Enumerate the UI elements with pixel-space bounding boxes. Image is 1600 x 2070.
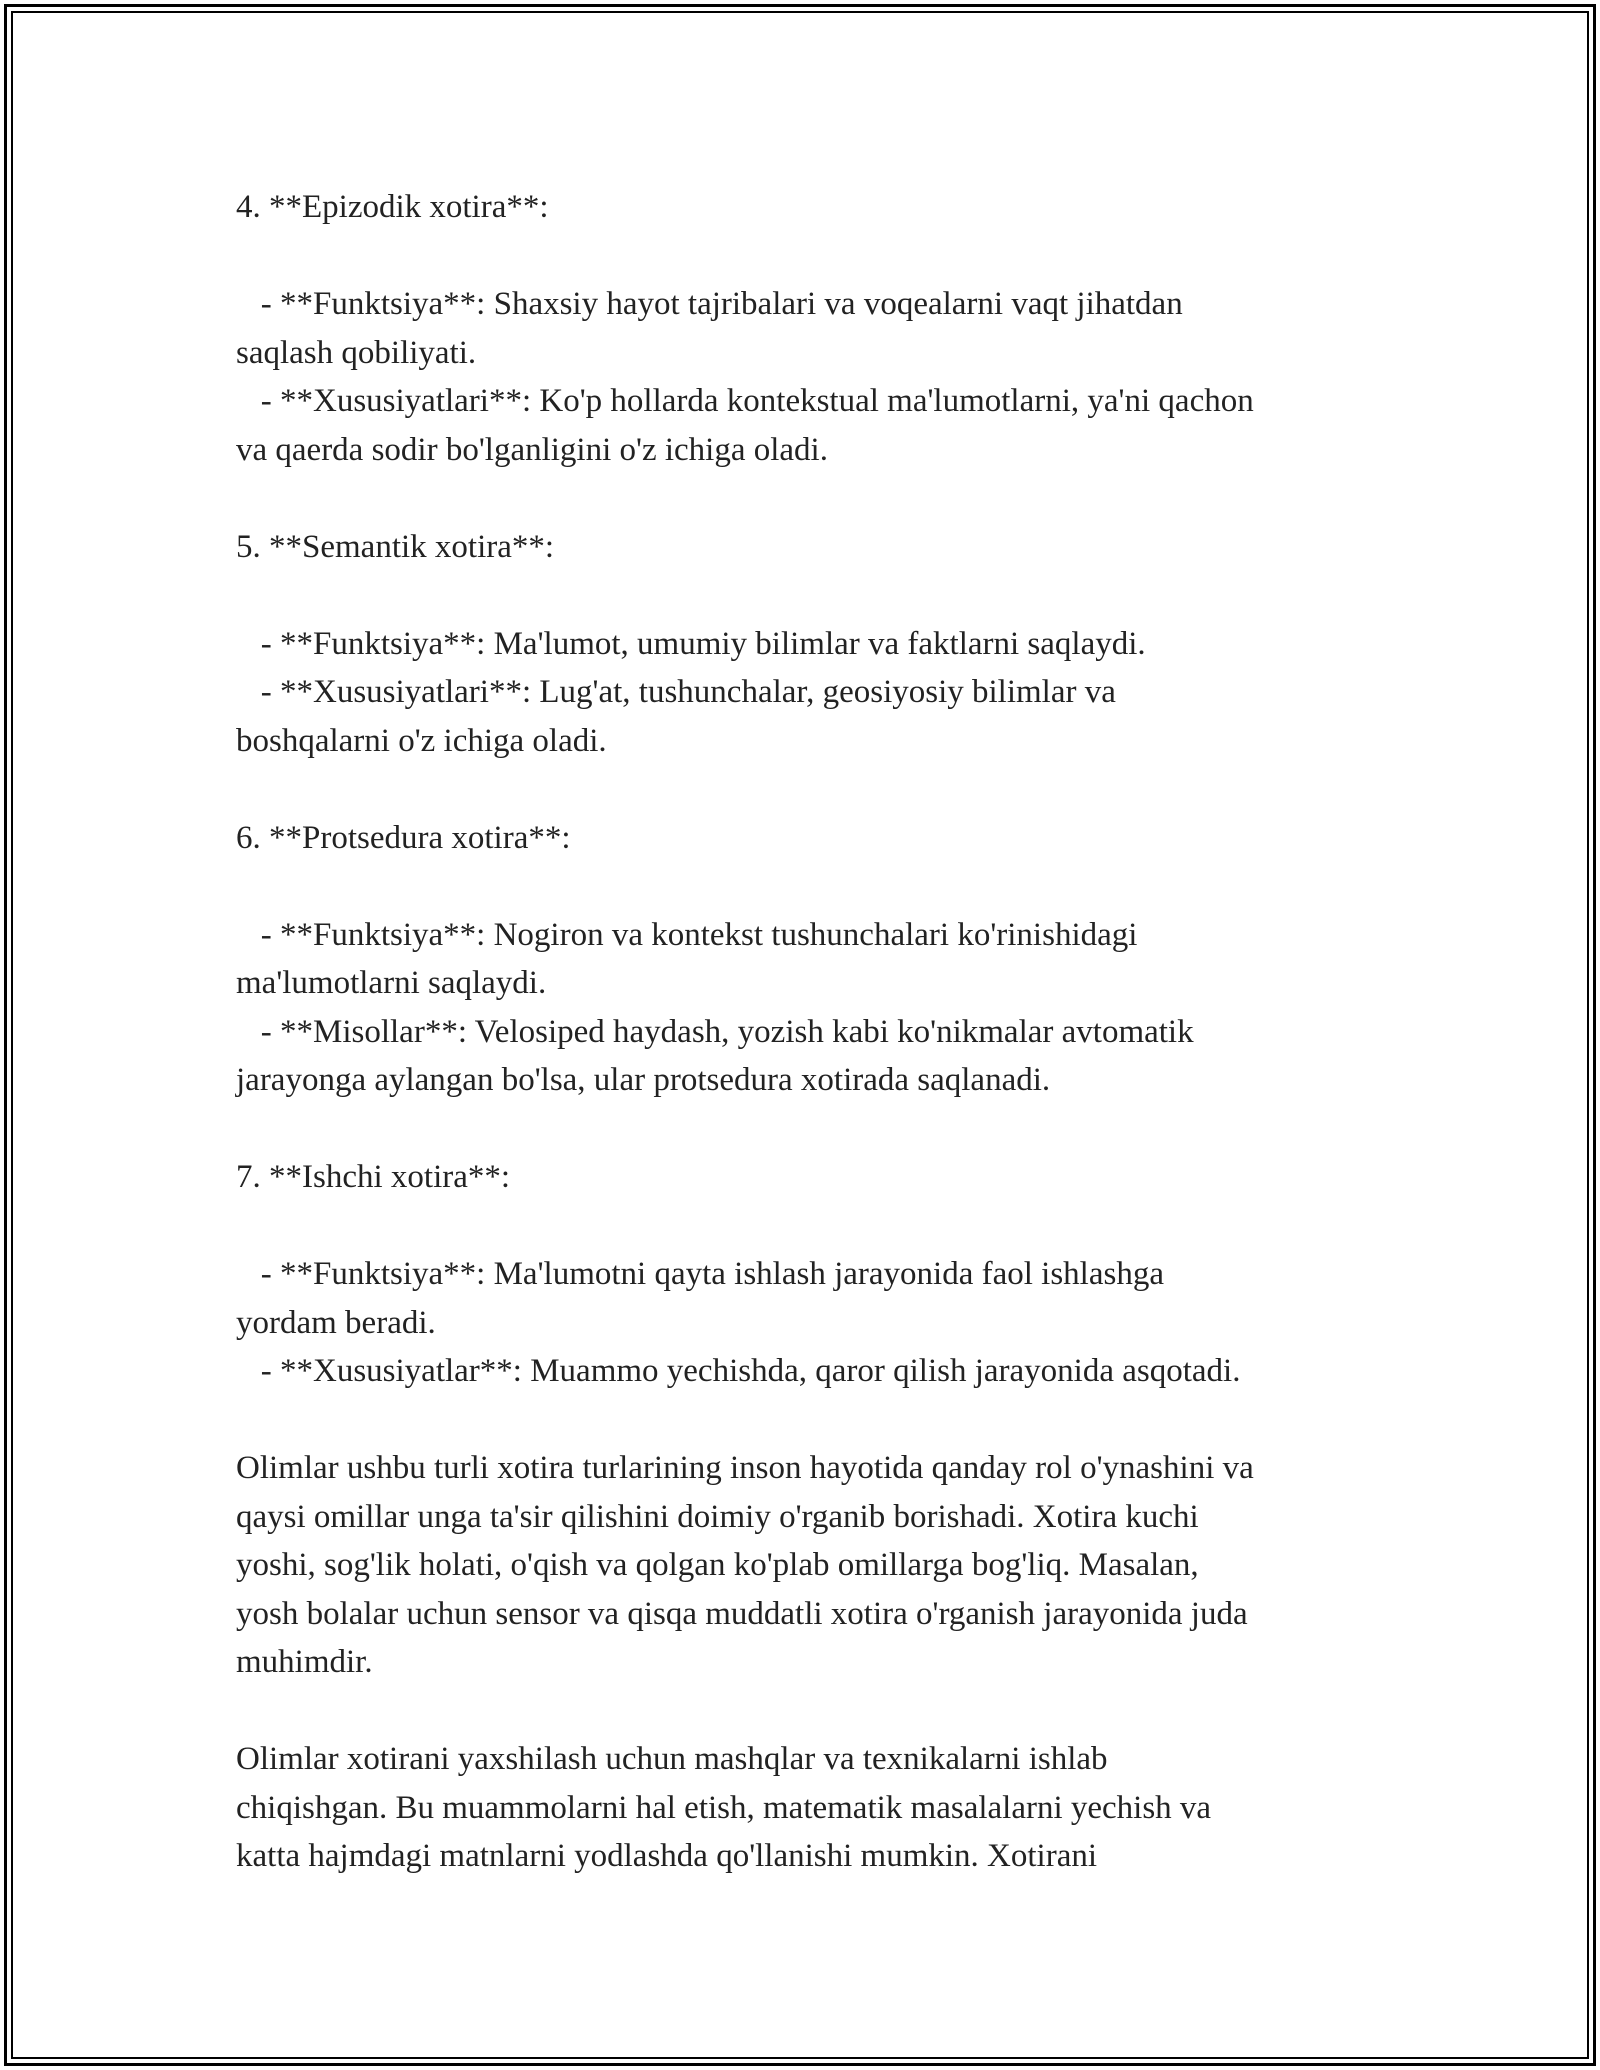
blank-line	[236, 1687, 1396, 1736]
text-line: - **Misollar**: Velosiped haydash, yozish kabi ko'nikmalar avtomatik	[236, 1013, 1194, 1050]
blank-line	[236, 1105, 1396, 1154]
text-line: 7. **Ishchi xotira**:	[236, 1159, 511, 1195]
text-line: Olimlar ushbu turli xotira turlarining inson hayotida qanday rol o'ynashini va	[236, 1450, 1254, 1486]
text-line: boshqalarni o'z ichiga oladi.	[236, 722, 607, 759]
text-line: - **Funktsiya**: Ma'lumot, umumiy bilimlar va faktlarni saqlaydi.	[236, 625, 1146, 662]
text-line: - **Xususiyatlar**: Muammo yechishda, qaror qilish jarayonida asqotadi.	[236, 1353, 1241, 1389]
blank-line	[236, 862, 1396, 911]
text-line: yosh bolalar uchun sensor va qisqa muddatli xotira o'rganish jarayonida juda	[236, 1595, 1248, 1632]
text-line: yordam beradi.	[236, 1304, 436, 1341]
blank-line	[236, 232, 1396, 281]
text-line: jarayonga aylangan bo'lsa, ular protsedura xotirada saqlanadi.	[236, 1062, 1051, 1098]
text-line: chiqishgan. Bu muammolarni hal etish, matematik masalalarni yechish va	[236, 1789, 1212, 1826]
text-line: yoshi, sog'lik holati, o'qish va qolgan ko'plab omillarga bog'liq. Masalan,	[236, 1547, 1199, 1583]
blank-line	[236, 1202, 1396, 1251]
text-line: katta hajmdagi matnlarni yodlashda qo'llanishi mumkin. Xotirani	[236, 1838, 1098, 1874]
blank-line	[236, 571, 1396, 620]
text-line: 6. **Protsedura xotira**:	[236, 819, 571, 856]
document-body	[236, 183, 1396, 1881]
text-line: - **Funktsiya**: Shaxsiy hayot tajribalari va voqealarni vaqt jihatdan	[236, 286, 1183, 322]
text-line: ma'lumotlarni saqlaydi.	[236, 965, 547, 1001]
text-line: saqlash qobiliyati.	[236, 334, 477, 371]
text-line: - **Funktsiya**: Ma'lumotni qayta ishlash jarayonida faol ishlashga	[236, 1256, 1164, 1292]
text-line: 4. **Epizodik xotira**:	[236, 189, 549, 225]
blank-line	[236, 1396, 1396, 1445]
text-line: muhimdir.	[236, 1644, 373, 1680]
text-line: qaysi omillar unga ta'sir qilishini doimiy o'rganib borishadi. Xotira kuchi	[236, 1498, 1199, 1535]
text-line: 5. **Semantik xotira**:	[236, 528, 555, 565]
text-line: - **Xususiyatlari**: Lug'at, tushunchalar, geosiyosiy bilimlar va	[236, 674, 1116, 710]
text-line: - **Xususiyatlari**: Ko'p hollarda kontekstual ma'lumotlarni, ya'ni qachon	[236, 383, 1254, 419]
text-line: - **Funktsiya**: Nogiron va kontekst tushunchalari ko'rinishidagi	[236, 916, 1138, 953]
blank-line	[236, 765, 1396, 814]
text-line: Olimlar xotirani yaxshilash uchun mashqlar va texnikalarni ishlab	[236, 1741, 1108, 1777]
text-line: va qaerda sodir bo'lganligini o'z ichiga oladi.	[236, 431, 828, 468]
blank-line	[236, 474, 1396, 523]
